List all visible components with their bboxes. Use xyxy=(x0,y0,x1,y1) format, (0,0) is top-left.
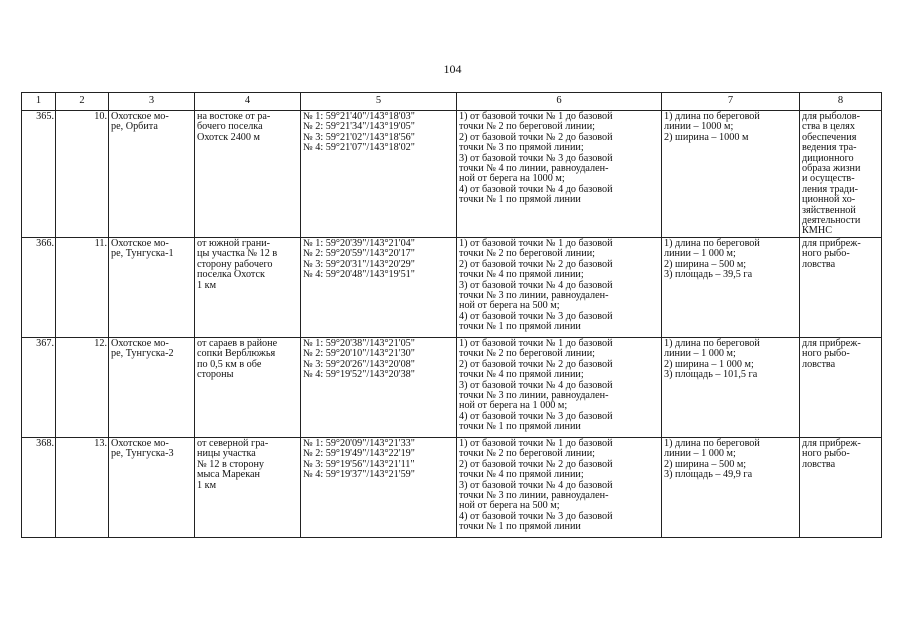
row-number: 367. xyxy=(22,337,56,437)
area-coordinates: № 1: 59°20'09"/143°21'33" № 2: 59°19'49"/143°22'19" № 3: 59°19'56"/143°21'11" № 4: 59°19'37"/143°21'59" xyxy=(301,437,457,537)
header-row xyxy=(22,93,882,111)
table-row xyxy=(22,237,882,337)
column-header: 2 xyxy=(56,93,109,111)
area-name: Охотское мо- ре, Орбита xyxy=(109,111,195,238)
table-row xyxy=(22,111,882,238)
area-dimensions: 1) длина по береговой линии – 1 000 м; 2) ширина – 1 000 м; 3) площадь – 101,5 га xyxy=(662,337,800,437)
column-header: 7 xyxy=(662,93,800,111)
area-name: Охотское мо- ре, Тунгуска-2 xyxy=(109,337,195,437)
column-header: 8 xyxy=(800,93,882,111)
area-coordinates: № 1: 59°20'39"/143°21'04" № 2: 59°20'59"/143°20'17" № 3: 59°20'31"/143°20'29" № 4: 59°20'48"/143°19'51" xyxy=(301,237,457,337)
area-purpose: для прибреж- ного рыбо- ловства xyxy=(800,237,882,337)
area-number: 12. xyxy=(56,337,109,437)
area-number: 10. xyxy=(56,111,109,238)
area-dimensions: 1) длина по береговой линии – 1 000 м; 2) ширина – 500 м; 3) площадь – 39,5 га xyxy=(662,237,800,337)
area-boundaries: 1) от базовой точки № 1 до базовой точки № 2 по береговой линии; 2) от базовой точки № 2 до базовой точки № 4 по прямой линии; 3) от базовой точки № 4 до базовой точки № 3 по линии, равноудален- ной от берега на 500 м; 4) от базовой точки № 3 до базовой точки № 1 по прямой линии xyxy=(457,237,662,337)
area-location: от северной гра- ницы участка № 12 в сторону мыса Марекан 1 км xyxy=(195,437,301,537)
row-number: 368. xyxy=(22,437,56,537)
column-header: 6 xyxy=(457,93,662,111)
area-location: от южной грани- цы участка № 12 в сторону рабочего поселка Охотск 1 км xyxy=(195,237,301,337)
area-number: 13. xyxy=(56,437,109,537)
area-purpose: для прибреж- ного рыбо- ловства xyxy=(800,437,882,537)
area-boundaries: 1) от базовой точки № 1 до базовой точки № 2 по береговой линии; 2) от базовой точки № 2 до базовой точки № 4 по прямой линии; 3) от базовой точки № 4 до базовой точки № 3 по линии, равноудален- ной от берега на 500 м; 4) от базовой точки № 3 до базовой точки № 1 по прямой линии xyxy=(457,437,662,537)
area-boundaries: 1) от базовой точки № 1 до базовой точки № 2 по береговой линии; 2) от базовой точки № 2 до базовой точки № 3 по прямой линии; 3) от базовой точки № 3 до базовой точки № 4 по линии, равноудален- ной от берега на 1000 м; 4) от базовой точки № 4 до базовой точки № 1 по прямой линии xyxy=(457,111,662,238)
column-header: 4 xyxy=(195,93,301,111)
area-purpose: для рыболов- ства в целях обеспечения ведения тра- диционного образа жизни и осуществ- ления тради- ционной хо- зяйственной деятельности КМНС xyxy=(800,111,882,238)
area-purpose: для прибреж- ного рыбо- ловства xyxy=(800,337,882,437)
area-boundaries: 1) от базовой точки № 1 до базовой точки № 2 по береговой линии; 2) от базовой точки № 2 до базовой точки № 4 по прямой линии; 3) от базовой точки № 4 до базовой точки № 3 по линии, равноудален- ной от берега на 1 000 м; 4) от базовой точки № 3 до базовой точки № 1 по прямой линии xyxy=(457,337,662,437)
column-header: 5 xyxy=(301,93,457,111)
column-header: 1 xyxy=(22,93,56,111)
area-name: Охотское мо- ре, Тунгуска-3 xyxy=(109,437,195,537)
area-number: 11. xyxy=(56,237,109,337)
area-coordinates: № 1: 59°20'38"/143°21'05" № 2: 59°20'10"/143°21'30" № 3: 59°20'26"/143°20'08" № 4: 59°19'52"/143°20'38" xyxy=(301,337,457,437)
row-number: 365. xyxy=(22,111,56,238)
table-row xyxy=(22,437,882,537)
page-number: 104 xyxy=(443,62,462,76)
row-number: 366. xyxy=(22,237,56,337)
area-location: на востоке от ра- бочего поселка Охотск 2400 м xyxy=(195,111,301,238)
area-name: Охотское мо- ре, Тунгуска-1 xyxy=(109,237,195,337)
table-row xyxy=(22,337,882,437)
area-dimensions: 1) длина по береговой линии – 1 000 м; 2) ширина – 500 м; 3) площадь – 49,9 га xyxy=(662,437,800,537)
fishing-areas-table xyxy=(21,92,882,538)
area-location: от сараев в районе сопки Верблюжья по 0,5 км в обе стороны xyxy=(195,337,301,437)
area-coordinates: № 1: 59°21'40"/143°18'03" № 2: 59°21'34"/143°19'05" № 3: 59°21'02"/143°18'56" № 4: 59°21'07"/143°18'02" xyxy=(301,111,457,238)
area-dimensions: 1) длина по береговой линии – 1000 м; 2) ширина – 1000 м xyxy=(662,111,800,238)
column-header: 3 xyxy=(109,93,195,111)
